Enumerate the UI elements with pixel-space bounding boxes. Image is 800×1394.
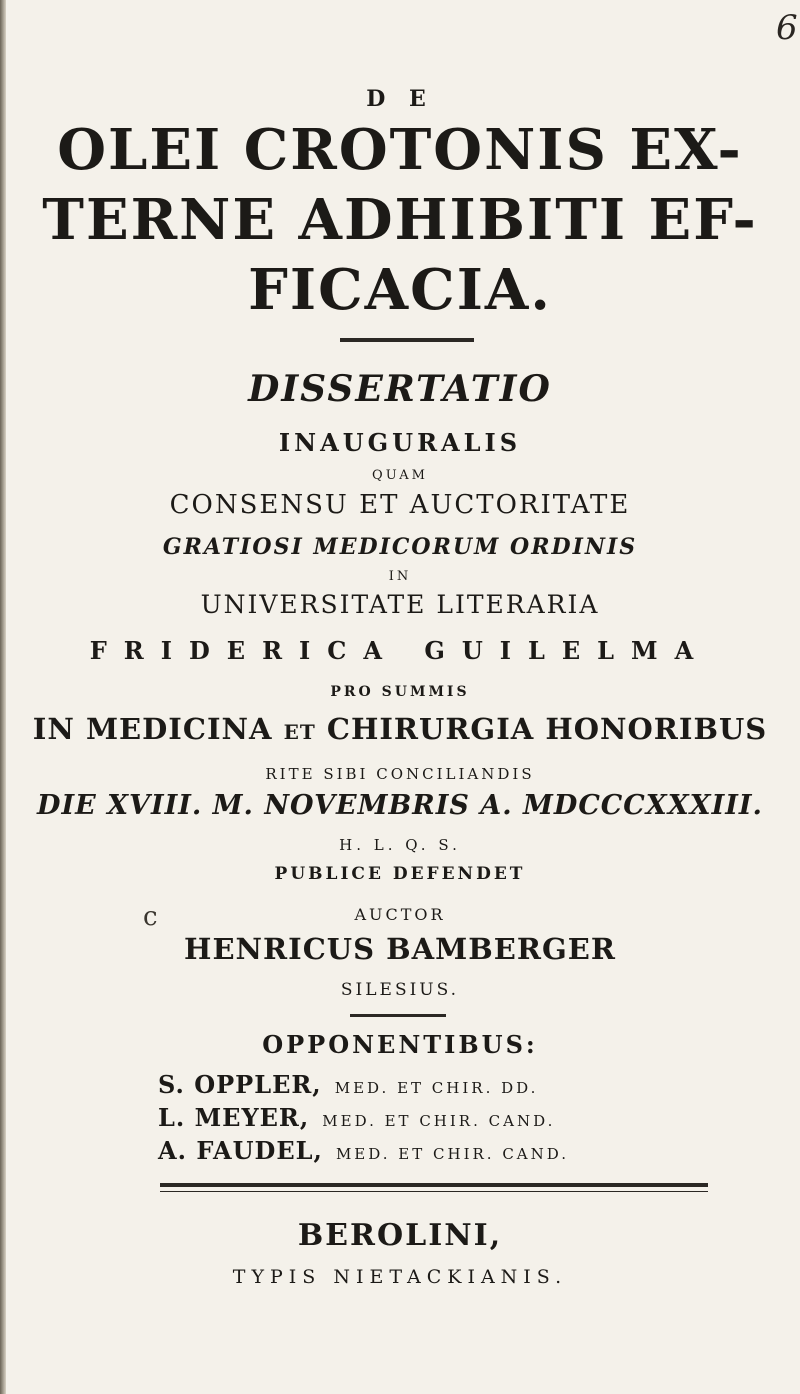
date-line: DIE XVIII. M. NOVEMBRIS A. MDCCCXXXIII.: [37, 790, 763, 821]
title-line-1: OLEI CROTONIS EX-: [57, 117, 743, 183]
opponents-heading: OPPONENTIBUS:: [262, 1030, 538, 1059]
opponent-name: S. OPPLER,: [158, 1070, 322, 1099]
opponent-degree: MED. ET CHIR. CAND.: [322, 1112, 556, 1130]
rite-line: RITE SIBI CONCILIANDIS: [265, 765, 535, 783]
double-rule-top: [160, 1183, 708, 1187]
auctor-line: AUCTOR: [354, 905, 446, 924]
inauguralis-line: INAUGURALIS: [278, 428, 522, 457]
faculty-line: GRATIOSI MEDICORUM ORDINIS: [162, 534, 638, 560]
imprint-printer: TYPIS NIETACKIANIS.: [232, 1266, 568, 1288]
in-line: IN: [388, 569, 412, 584]
preposition-de: D E: [366, 86, 434, 112]
university-name: FRIDERICA GUILELMA: [89, 636, 711, 665]
publice-line: PUBLICE DEFENDET: [274, 864, 526, 884]
opponent-row: [158, 1070, 538, 1099]
degree-line: [0, 712, 800, 746]
imprint-place: BEROLINI,: [297, 1218, 503, 1253]
opponent-row: [158, 1103, 555, 1132]
opponent-name: L. MEYER,: [158, 1103, 310, 1132]
degree-line-et: ET: [283, 720, 316, 744]
title-line-2: TERNE ADHIBITI EF-: [42, 187, 758, 253]
ornamental-rule: [340, 338, 474, 342]
author-origin: SILESIUS.: [340, 980, 460, 1000]
author-name: HENRICUS BAMBERGER: [184, 932, 616, 966]
opponent-degree: MED. ET CHIR. DD.: [334, 1079, 539, 1097]
quam-line: QUAM: [372, 468, 428, 483]
double-rule-bottom: [160, 1191, 708, 1192]
degree-line-a: IN MEDICINA: [32, 712, 273, 746]
degree-line-b: CHIRURGIA HONORIBUS: [326, 712, 768, 746]
short-rule: [350, 1014, 446, 1017]
opponent-degree: MED. ET CHIR. CAND.: [335, 1145, 570, 1163]
dissertatio-heading: DISSERTATIO: [248, 368, 552, 410]
consensu-line: CONSENSU ET AUCTORITATE: [169, 490, 631, 520]
hlqs-line: H. L. Q. S.: [339, 836, 461, 854]
pro-summis-line: PRO SUMMIS: [330, 684, 470, 700]
corner-mark: 6: [776, 8, 798, 48]
university-line: UNIVERSITATE LITERARIA: [200, 590, 600, 619]
opponent-name: A. FAUDEL,: [158, 1136, 323, 1165]
title-line-3: FICACIA.: [248, 257, 552, 323]
opponent-row: [158, 1136, 569, 1165]
margin-mark: c: [143, 902, 158, 932]
